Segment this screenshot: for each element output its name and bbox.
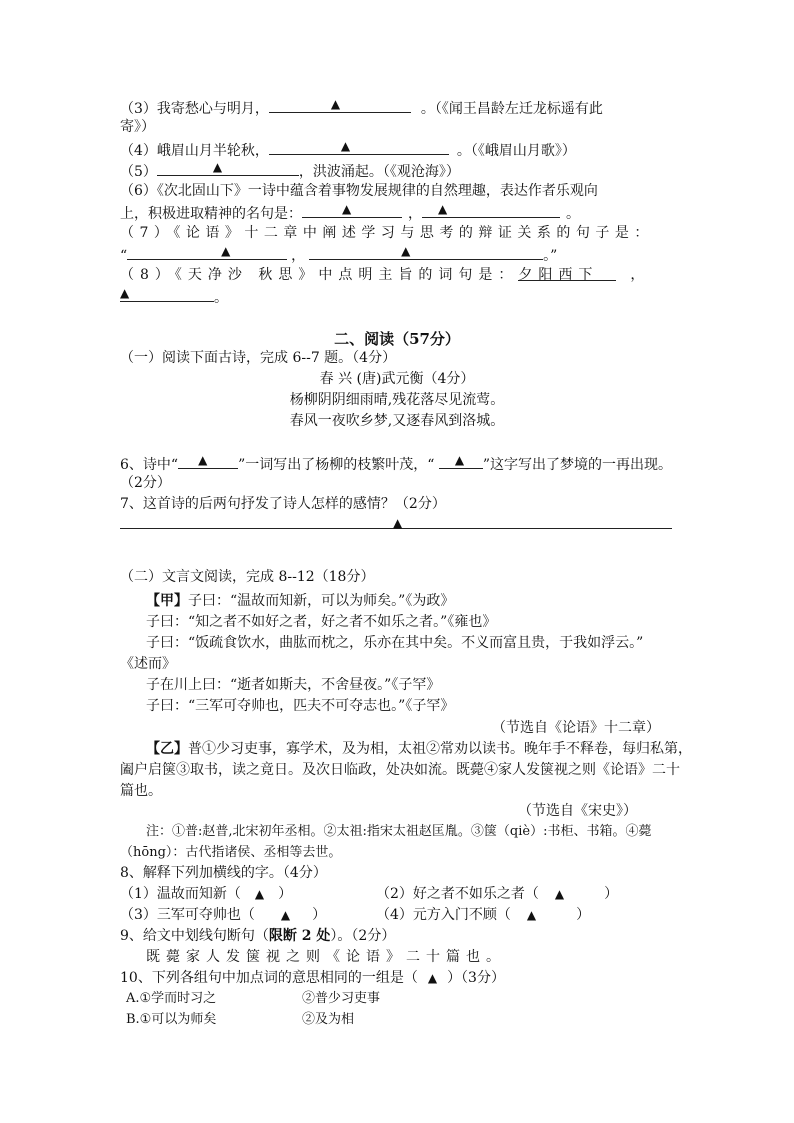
poem-line-1: 杨柳阴阴细雨晴,残花落尽见流莺。	[289, 392, 505, 408]
jia-line-1	[146, 592, 454, 610]
yi-source: （节选自《宋史》）	[518, 803, 637, 819]
blank-marker-icon[interactable]: ▲	[526, 908, 537, 922]
q10-text: 10、下列各组句中加点词的意思相同的一组是（	[120, 970, 418, 986]
jia-line-5: 子曰：“三军可夺帅也，匹夫不可夺志也。”《子罕》	[146, 698, 455, 714]
jia-text-1: 子曰：“温故而知新，可以为师矣。”《为政》	[188, 593, 455, 609]
option-b-1[interactable]: B.①可以为师矣	[126, 1012, 217, 1027]
note-line-1: 注：①普:赵普,北宋初年丞相。②太祖:指宋太祖赵匡胤。③箧（qiè）:书柜、书箱。④薨	[146, 824, 652, 839]
yi-line-3: 篇也。	[120, 783, 162, 799]
jia-line-3: 子曰：“饭疏食饮水，曲肱而枕之，乐亦在其中矣。不义而富且贵，于我如浮云。”	[146, 635, 644, 651]
classical-question-10	[120, 969, 505, 987]
answer-blank[interactable]	[302, 203, 402, 218]
item-text: （2）好之者不如乐之者（	[376, 886, 539, 902]
blank-marker-icon: ▲	[340, 139, 351, 153]
question-6-line1: （6）《次北固山下》一诗中蕴含着事物发展规律的自然理趣，表达作者乐观向	[120, 183, 598, 199]
close-paren: ）	[604, 886, 619, 902]
q6r-part2: ”一词写出了杨柳的枝繁叶茂，“	[238, 457, 439, 473]
classical-question-8: 8、解释下列加横线的字。（4分）	[120, 865, 327, 881]
q3-continuation: 寄》）	[120, 119, 155, 135]
answer-blank[interactable]	[127, 245, 287, 260]
blank-marker-icon: ▲	[401, 244, 411, 258]
q8c-item-3	[120, 906, 326, 924]
blank-marker-icon: ▲	[212, 160, 223, 174]
question-8-line1	[120, 266, 644, 284]
close-paren: ）	[576, 907, 591, 923]
period: 。	[566, 206, 580, 222]
item-text: （3）三军可夺帅也（	[120, 907, 255, 923]
q9-bold: 限断 2 处	[268, 928, 331, 944]
comma: ，	[408, 206, 422, 222]
reading-question-6	[120, 454, 672, 474]
blank-marker-icon[interactable]: ▲	[280, 908, 291, 922]
q3-suffix: 。（《闻王昌龄左迁龙标遥有此	[420, 101, 603, 117]
q9-sentence[interactable]: 既薨家人发箧视之则《论语》二十篇也。	[146, 949, 506, 965]
q6r-part1: 6、诗中“	[120, 457, 179, 473]
option-a-2[interactable]: ②普少习吏事	[302, 991, 381, 1006]
q5-suffix: ，洪波涌起。（《观沧海》）	[298, 164, 460, 180]
blank-marker-icon[interactable]: ▲	[254, 887, 265, 901]
item-text: （1）温故而知新（	[120, 886, 241, 902]
blank-marker-icon: ▲	[120, 286, 130, 300]
question-6-line2	[120, 203, 580, 223]
question-7-line1: （7）《论语》十二章中阐述学习与思考的辩证关系的句子是：	[120, 225, 654, 241]
question-8-line2	[120, 287, 228, 307]
answer-blank[interactable]	[178, 454, 238, 469]
answer-blank[interactable]	[157, 161, 299, 176]
blank-marker-icon: ▲	[330, 97, 341, 111]
question-4	[120, 140, 576, 160]
q4-suffix: 。（《峨眉山月歌》）	[456, 143, 576, 159]
classical-question-9	[120, 927, 395, 945]
answer-blank[interactable]	[518, 266, 616, 281]
jia-label: 【甲】	[146, 593, 188, 609]
answer-blank[interactable]	[269, 98, 411, 113]
reading-question-7: 7、这首诗的后两句抒发了诗人怎样的感情？（2分）	[120, 496, 446, 512]
yi-line-2: 阖户启箧③取书，读之竟日。及次日临政，处决如流。既薨④家人发箧视之则《论语》二十	[120, 762, 680, 778]
jia-line-2: 子曰：“知之者不如好之者，好之者不如乐之者。”《雍也》	[146, 614, 497, 630]
note-line-2: （hōng）：古代指诸侯、丞相等去世。	[120, 845, 342, 860]
q6r-score: （2分）	[120, 475, 171, 491]
q8c-item-2	[376, 885, 618, 903]
part1-heading: （一）阅读下面古诗，完成 6--7 题。（4分）	[120, 350, 397, 366]
q3-prefix: （3）我寄愁心与明月，	[120, 101, 269, 117]
poem-title: 春 兴 (唐)武元衡（4分）	[319, 371, 475, 387]
q6-text: 上，积极进取精神的名句是：	[120, 206, 302, 222]
option-b-2[interactable]: ②及为相	[302, 1012, 355, 1027]
question-3	[120, 98, 603, 118]
open-quote: “	[120, 248, 128, 264]
blank-marker-icon: ▲	[438, 202, 448, 216]
q8c-item-1	[120, 885, 292, 903]
blank-marker-icon: ▲	[393, 516, 403, 530]
answer-blank[interactable]	[120, 287, 214, 302]
answer-blank[interactable]	[422, 203, 560, 218]
jia-line-4: 子在川上曰：“逝者如斯夫，不舍昼夜。”《子罕》	[146, 677, 441, 693]
answer-blank[interactable]	[309, 245, 543, 260]
q9-score: ）。（2分）	[330, 928, 396, 944]
q8-text: （8）《天净沙 秋思》中点明主旨的词句是：	[120, 267, 519, 283]
given-answer: 夕阳西下	[518, 267, 599, 283]
q5-prefix: （5）	[120, 164, 157, 180]
part2-heading: （二）文言文阅读，完成 8--12（18分）	[120, 569, 375, 585]
q6r-part3: ”这字写出了梦境的一再出现。	[482, 457, 673, 473]
option-a-1[interactable]: A.①学而时习之	[126, 991, 217, 1006]
q8c-item-4	[376, 906, 590, 924]
q9-text: 9、给文中划线句断句（	[120, 928, 269, 944]
yi-line-1	[146, 740, 692, 758]
item-text: （4）元方入门不顾（	[376, 907, 511, 923]
blank-marker-icon[interactable]: ▲	[554, 887, 565, 901]
yi-text-1: 普①少习吏事，寡学术，及为相，太祖②常劝以读书。晚年手不释卷，每归私第，	[188, 741, 692, 757]
period: 。	[214, 290, 228, 306]
blank-marker-icon: ▲	[342, 202, 352, 216]
blank-marker-icon: ▲	[454, 453, 465, 467]
blank-marker-icon[interactable]: ▲	[427, 971, 438, 985]
question-5	[120, 161, 460, 181]
poem-line-2: 春风一夜吹乡梦,又逐春风到洛城。	[289, 413, 505, 429]
q10-end: ）（3分）	[447, 970, 505, 986]
jia-source: （节选自《论语》十二章）	[492, 720, 660, 736]
answer-blank[interactable]	[439, 454, 483, 469]
close-paren: ）	[312, 907, 327, 923]
jia-line-3b: 《述而》	[120, 656, 176, 672]
question-7-line2	[120, 245, 557, 265]
blank-marker-icon: ▲	[221, 244, 231, 258]
comma: ，	[291, 248, 306, 264]
blank-marker-icon: ▲	[198, 453, 208, 467]
close-quote: 。”	[543, 248, 558, 264]
close-paren: ）	[278, 886, 293, 902]
answer-blank[interactable]	[269, 140, 449, 155]
q4-prefix: （4）峨眉山月半轮秋，	[120, 143, 269, 159]
section-title: 二、阅读（57分）	[334, 330, 460, 348]
yi-label: 【乙】	[146, 741, 188, 757]
comma: ，	[630, 267, 645, 283]
